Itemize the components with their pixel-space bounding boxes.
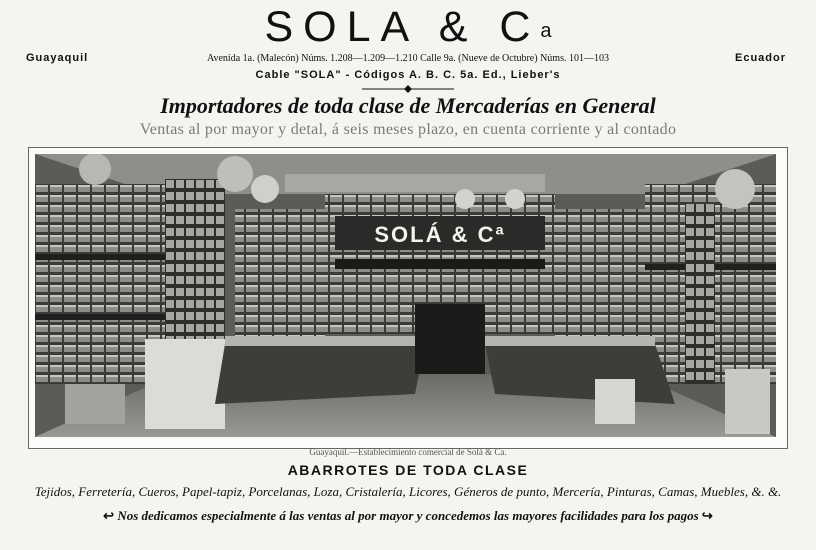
ornament-divider (360, 85, 456, 93)
cable-line: Cable "SOLA" - Códigos A. B. C. 5a. Ed., Lieber's (255, 69, 561, 81)
city-label: Guayaquil (26, 52, 89, 64)
store-interior-photo (35, 154, 776, 437)
country-label: Ecuador (734, 52, 786, 64)
photo-caption: Guayaquil.—Establecimiento comercial de Solá & Ca. (309, 447, 507, 457)
address-line: Avenida 1a. (Malecón) Núms. 1.208—1.209—1.210 Calle 9a. (Nueve de Octubre) Núms. 101—103 (207, 53, 609, 64)
importers-tagline: Importadores de toda clase de Mercaderías en General (160, 93, 656, 118)
left-flourish-icon: ↩ (103, 508, 118, 523)
company-name: SOLA & C (264, 3, 541, 51)
company-name-superscript: a (540, 20, 552, 42)
store-sign: SOLÁ & Cª (374, 222, 506, 247)
sales-terms-line: Ventas al por mayor y detal, á seis meses plazo, en cuenta corriente y al contado (139, 121, 677, 138)
goods-list: Tejidos, Ferretería, Cueros, Papel-tapiz, Porcelanas, Loza, Cristalería, Licores, Géneros de punto, Mercería, Pinturas, Camas, Muebles, &. &. (34, 484, 782, 499)
company-title (0, 2, 816, 52)
dedication-text: Nos dedicamos especialmente á las ventas al por mayor y concedemos las mayores facilidades para los pagos (117, 508, 699, 523)
abarrotes-heading: ABARROTES DE TODA CLASE (287, 462, 529, 478)
right-flourish-icon: ↪ (698, 508, 713, 523)
dedication-line (0, 508, 816, 524)
